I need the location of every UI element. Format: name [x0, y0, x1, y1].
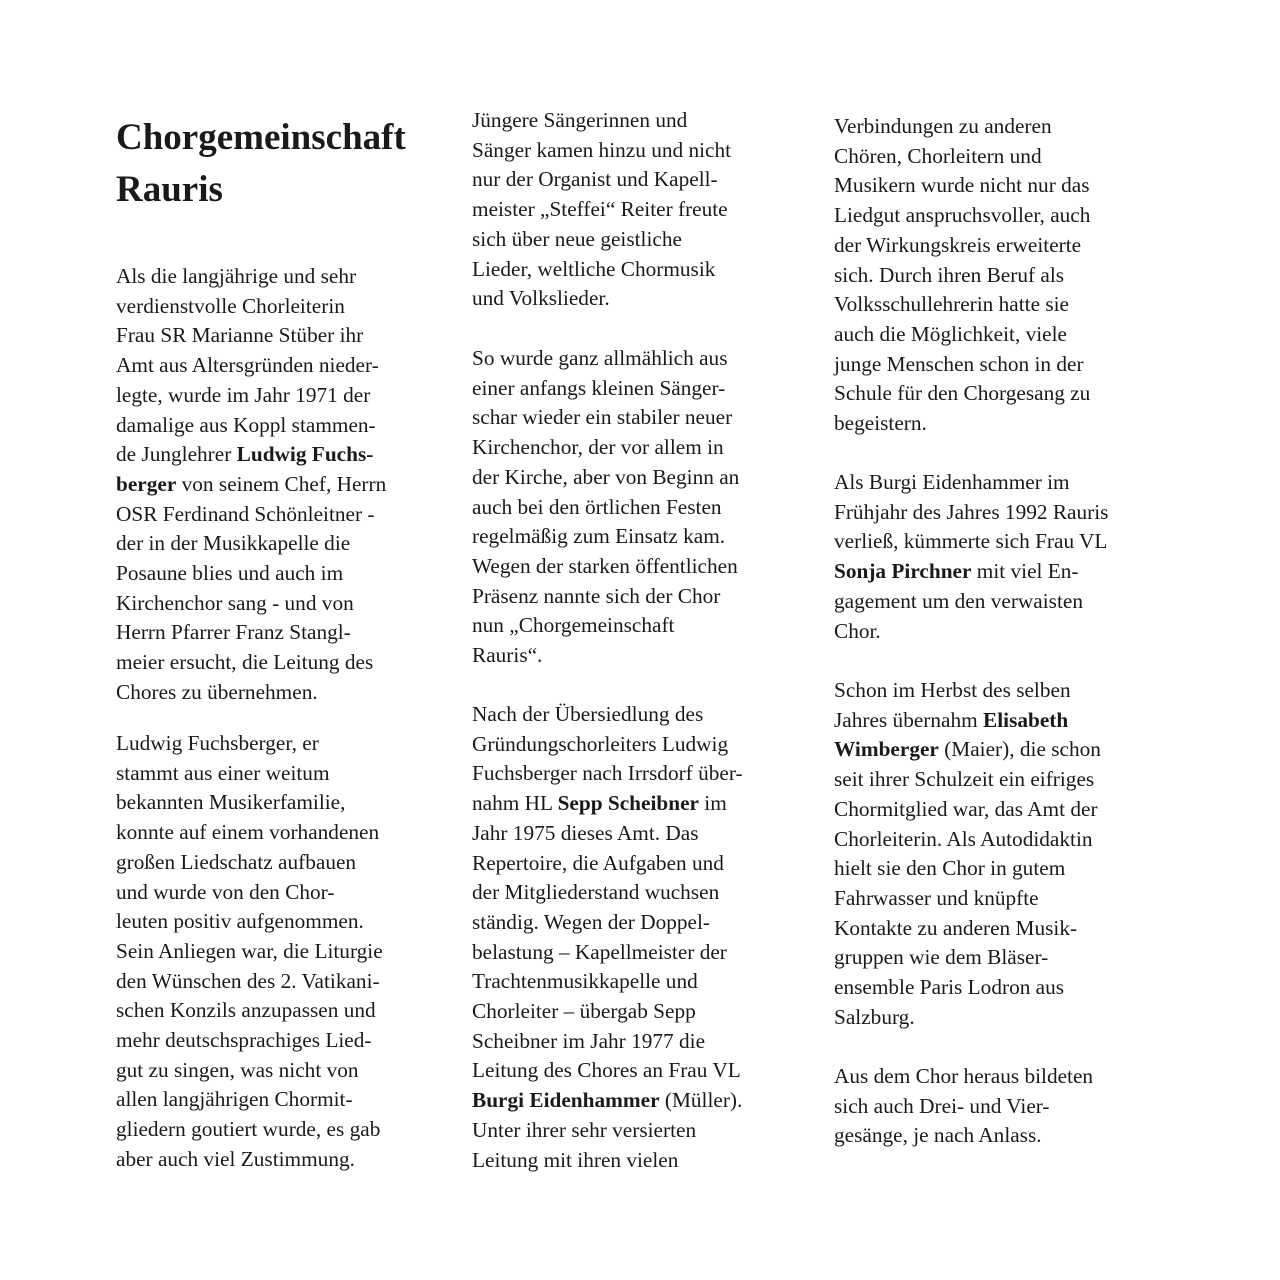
paragraph-col3-3: Schon im Herbst des selben Jahres übernahm Elisabeth Wimberger (Maier), die schon seit ihrer Schulzeit ein eifriges Chormitglied war, das Amt der Chorleiterin. Als Autodidaktin hielt sie den Chor in gutem Fahrwasser und knüpfte Kontakte zu anderen Musik- gruppen wie dem Bläser- ensemble Paris Lodron aus Salzburg.: [834, 678, 1101, 1029]
name-elisabeth-wimberger: Elisabeth: [983, 707, 1069, 732]
title-line-1: Chorgemeinschaft: [116, 117, 406, 158]
paragraph-col2-3: Nach der Übersiedlung des Gründungschorleiters Ludwig Fuchsberger nach Irrsdorf über- nahm HL Sepp Scheibner im Jahr 1975 dieses Amt. Das Repertoire, die Aufgaben und der Mitgliederstand wuchsen ständig. Wegen der Doppel- belastung – Kapellmeister der Trachtenmusikkapelle und Chorleiter – übergab Sepp Scheibner im Jahr 1977 die Leitung des Chores an Frau VL Burgi Eidenhammer (Müller). Unter ihrer sehr versierten Leitung mit ihren vielen: [472, 702, 743, 1172]
name-sonja-pirchner: Sonja Pirchner: [834, 559, 972, 584]
title-line-2: Rauris: [116, 169, 223, 210]
paragraph-col1-1: Als die langjährige und sehr verdienstvolle Chorleiterin Frau SR Marianne Stüber ihr Amt aus Altersgründen nieder- legte, wurde im Jahr 1971 der damalige aus Koppl stammen- de Junglehrer Ludwig Fuchs- berger von seinem Chef, Herrn OSR Ferdinand Schönleitner - der in der Musikkapelle die Posaune blies und auch im Kirchenchor sang - und von Herrn Pfarrer Franz Stangl- meier ersucht, die Leitung des Chores zu übernehmen.: [116, 264, 387, 704]
page-title: [116, 112, 406, 216]
paragraph-col1-2: Ludwig Fuchsberger, er stammt aus einer weitum bekannten Musikerfamilie, konnte auf einem vorhandenen großen Liedschatz aufbauen und wurde von den Chor- leuten positiv aufgenommen. Sein Anliegen war, die Liturgie den Wünschen des 2. Vatikani- schen Konzils anzupassen und mehr deutschsprachiges Lied- gut zu singen, was nicht von allen langjährigen Chormit- gliedern goutiert wurde, es gab aber auch viel Zustimmung.: [116, 731, 383, 1171]
name-ludwig-fuchsberger: Ludwig Fuchs-: [236, 442, 374, 467]
paragraph-col3-1: Verbindungen zu anderen Chören, Chorleitern und Musikern wurde nicht nur das Liedgut anspruchsvoller, auch der Wirkungskreis erweiterte sich. Durch ihren Beruf als Volksschullehrerin hatte sie auch die Möglichkeit, viele junge Menschen schon in der Schule für den Chorgesang zu begeistern.: [834, 114, 1091, 436]
name-burgi-eidenhammer: Burgi Eidenhammer: [472, 1088, 660, 1113]
paragraph-col3-2: Als Burgi Eidenhammer im Frühjahr des Jahres 1992 Rauris verließ, kümmerte sich Frau VL Sonja Pirchner mit viel En- gagement um den verwaisten Chor.: [834, 470, 1109, 643]
paragraph-col2-1: Jüngere Sängerinnen und Sänger kamen hinzu und nicht nur der Organist und Kapell- meister „Steffei“ Reiter freute sich über neue geistliche Lieder, weltliche Chormusik und Volkslieder.: [472, 108, 732, 311]
paragraph-col2-2: So wurde ganz allmählich aus einer anfangs kleinen Sänger- schar wieder ein stabiler neuer Kirchenchor, der vor allem in der Kirche, aber von Beginn an auch bei den örtlichen Festen regelmäßig zum Einsatz kam. Wegen der starken öffentlichen Präsenz nannte sich der Chor nun „Chorgemeinschaft Rauris“.: [472, 346, 740, 668]
paragraph-col3-4: Aus dem Chor heraus bildeten sich auch Drei- und Vier- gesänge, je nach Anlass.: [834, 1064, 1094, 1148]
name-sepp-scheibner: Sepp Scheibner: [557, 791, 699, 816]
